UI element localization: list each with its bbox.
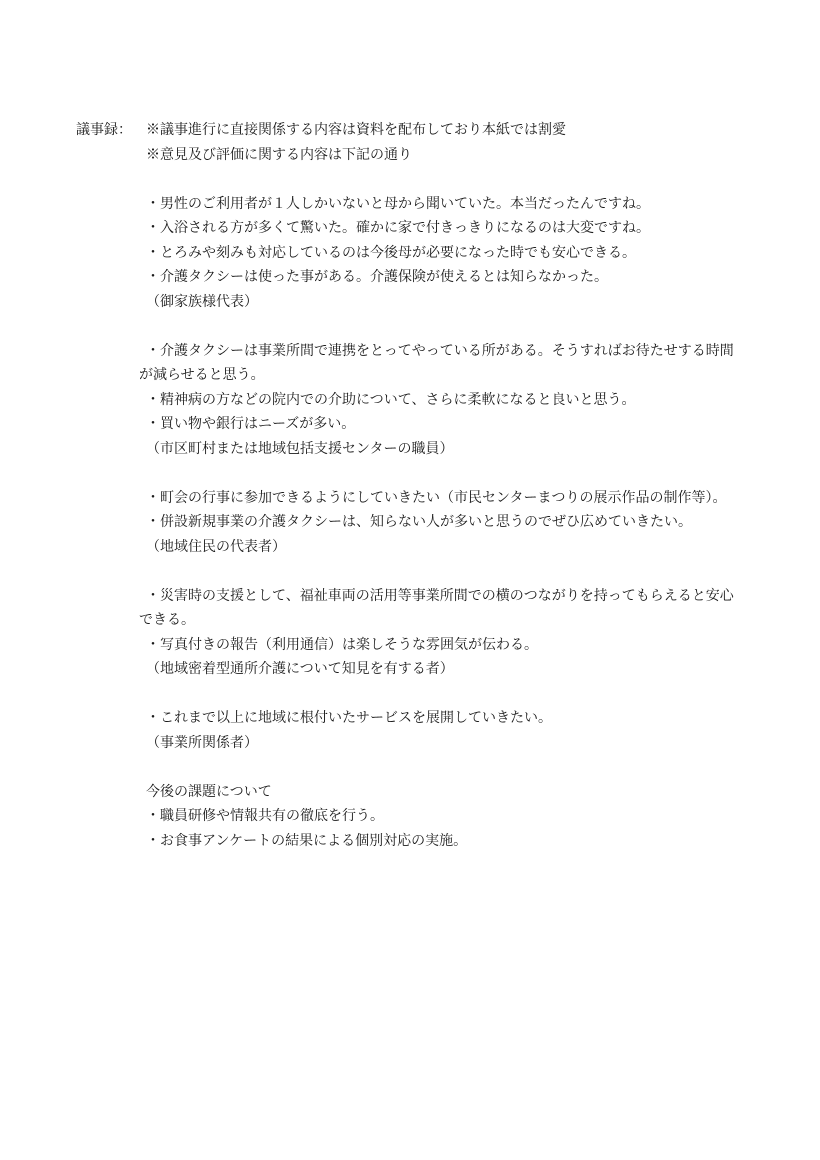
opinion-item-continuation: できる。 [139,612,195,628]
opinion-item: ・写真付きの報告（利用通信）は楽しそうな雰囲気が伝わる。 [146,636,538,653]
opinion-item: ・町会の行事に参加できるようにしていきたい（市民センターまつりの展示作品の制作等）。 [146,489,727,506]
minutes-content [139,118,766,853]
spacer [146,755,766,780]
spacer [146,461,766,486]
opinion-item: ・男性のご利用者が１人しかいないと母から聞いていた。本当だったんですね。 [146,195,650,212]
header-note: ※議事進行に直接関係する内容は資料を配布しており本紙では割愛 [146,122,566,138]
opinion-signature: （市区町村または地域包括支援センターの職員） [146,440,454,457]
minutes-label: 議事録： [76,122,132,138]
opinion-item: ・これまで以上に地域に根付いたサービスを展開していきたい。 [146,710,552,726]
future-issue-item: ・職員研修や情報共有の徹底を行う。 [146,808,384,824]
opinion-group-residents [146,486,766,560]
opinion-signature: （地域住民の代表者） [146,538,286,555]
spacer [146,682,766,707]
future-issue-item: ・お食事アンケートの結果による個別対応の実施。 [146,832,468,849]
opinion-item: ・災害時の支援として、福祉車両の活用等事業所間での横のつながりを持ってもらえると安心 [146,587,734,604]
opinion-signature: （地域密着型通所介護について知見を有する者） [146,661,454,677]
opinion-signature: （御家族様代表） [146,293,258,310]
opinion-group-municipal [139,339,766,462]
header-note: ※意見及び評価に関する内容は下記の通り [146,146,412,163]
opinion-group-family [146,192,766,315]
opinion-item-continuation: が減らせると思う。 [139,367,265,383]
opinion-item: ・介護タクシーは使った事がある。介護保険が使えるとは知らなかった。 [146,269,608,285]
opinion-item: ・精神病の方などの院内での介助について、さらに柔軟になると良いと思う。 [146,391,636,408]
future-issues-section [146,780,766,854]
spacer [146,559,766,584]
opinion-item: ・併設新規事業の介護タクシーは、知らない人が多いと思うのでぜひ広めていきたい。 [146,514,692,530]
future-issues-heading: 今後の課題について [146,783,272,800]
opinion-item: ・買い物や銀行はニーズが多い。 [146,416,356,432]
spacer [146,167,766,192]
spacer [146,314,766,339]
opinion-group-expert [139,584,766,682]
opinion-item: ・介護タクシーは事業所間で連携をとってやっている所がある。そうすればお待たせする時間 [146,342,734,359]
opinion-item: ・とろみや刻みも対応しているのは今後母が必要になった時でも安心できる。 [146,244,636,261]
opinion-item: ・入浴される方が多くて驚いた。確かに家で付きっきりになるのは大変ですね。 [146,220,650,236]
opinion-signature: （事業所関係者） [146,734,258,751]
opinion-group-business [146,706,766,755]
